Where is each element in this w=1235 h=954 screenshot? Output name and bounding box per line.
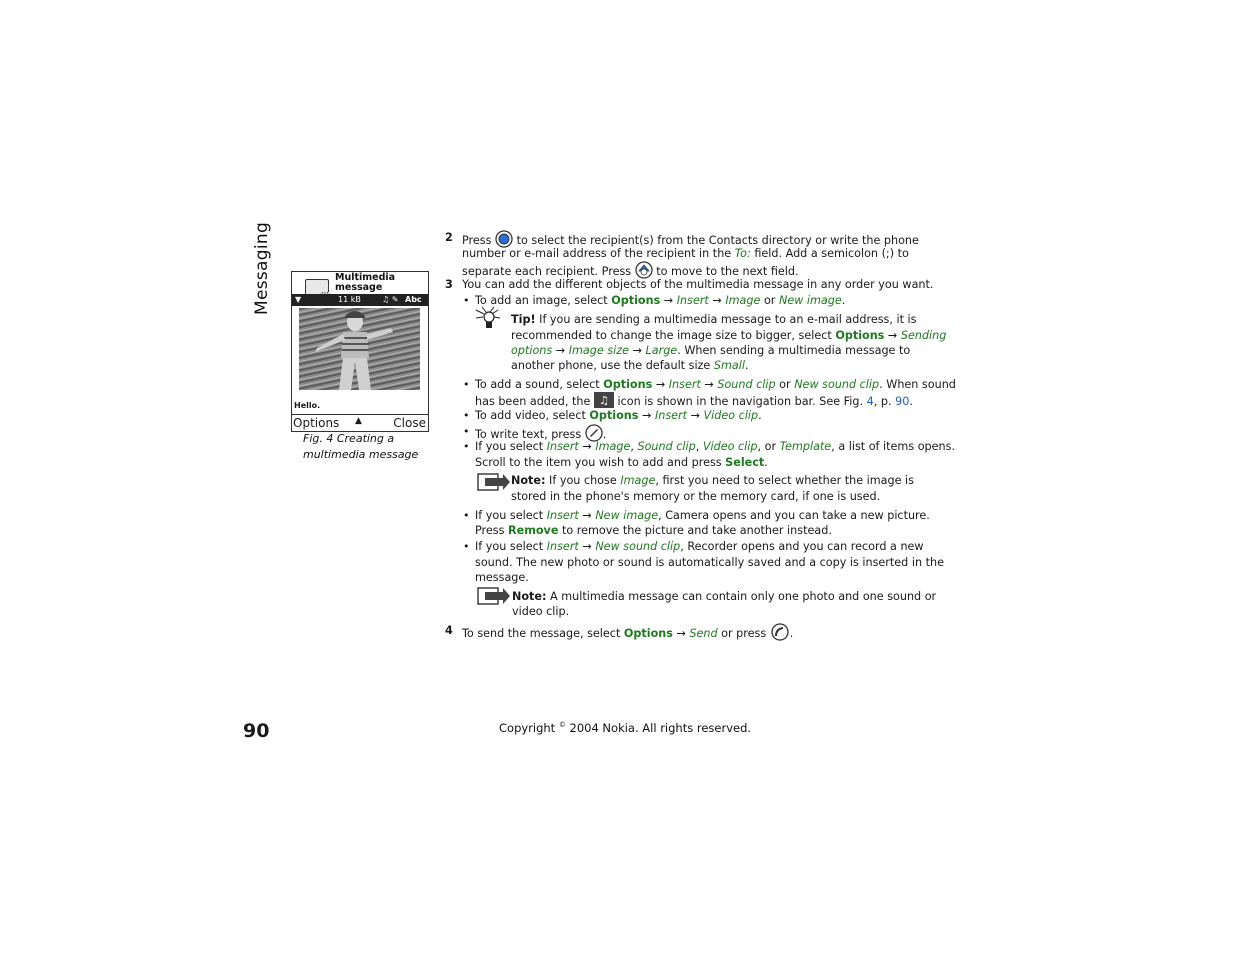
- tip-line3: options → Image size → Large. When sending a multimedia message to: [511, 344, 911, 357]
- figure-link[interactable]: 4: [866, 395, 874, 408]
- step-number: 4: [445, 624, 453, 637]
- add-sound-line1: To add a sound, select Options → Insert → Sound clip or New sound clip. When sound: [475, 378, 956, 391]
- phone-status-bar: [292, 294, 428, 306]
- phone-title: Multimedia message: [335, 272, 396, 293]
- add-sound-line2: has been added, the ♫ icon is shown in the navigation bar. See Fig. 4, p. 90.: [475, 392, 913, 412]
- bullet: •: [463, 440, 470, 453]
- step-number: 2: [445, 231, 453, 244]
- message-size: 11 kB: [338, 295, 361, 304]
- bullet: •: [463, 294, 470, 307]
- page-number: 90: [243, 720, 270, 742]
- note-icon: [477, 473, 511, 491]
- note1-line1: Note: If you chose Image, first you need to select whether the image is: [511, 474, 914, 487]
- note1-line2: stored in the phone's memory or the memory card, if one is used.: [511, 490, 881, 503]
- note2-line1: Note: A multimedia message can contain only one photo and one sound or: [512, 590, 937, 603]
- tip-line4: another phone, use the default size Small.: [511, 359, 749, 372]
- phone-header: [292, 272, 428, 294]
- tip-line1: Tip! If you are sending a multimedia message to an e-mail address, it is: [511, 313, 917, 326]
- tip-bulb-icon: [474, 306, 506, 330]
- message-photo: [299, 308, 420, 390]
- bullet: •: [463, 509, 470, 522]
- text-mode: Abc: [405, 295, 422, 304]
- add-video-line: To add video, select Options → Insert → Video clip.: [475, 409, 762, 422]
- new-sound-line1: If you select Insert → New sound clip, Recorder opens and you can record a new: [475, 540, 924, 553]
- call-key-icon: [770, 623, 790, 645]
- signal-icon: ▼: [295, 295, 302, 304]
- bullet: •: [463, 425, 470, 438]
- svg-text:♫: ♫: [599, 394, 609, 407]
- scroll-indicator-icon: ▲: [355, 416, 362, 426]
- select-line1: If you select Insert → Image, Sound clip, Video clip, or Template, a list of items opens.: [475, 440, 956, 453]
- step3-line1: You can add the different objects of the multimedia message in any order you want.: [462, 278, 934, 291]
- step2-line3: separate each recipient. Press to move to the next field.: [462, 261, 799, 283]
- message-text: Hello.: [294, 401, 321, 410]
- new-image-line1: If you select Insert → New image, Camera opens and you can take a new picture.: [475, 509, 930, 522]
- new-image-line2: Press Remove to remove the picture and take another instead.: [475, 524, 832, 537]
- bullet: •: [463, 540, 470, 553]
- phone-screen: [291, 271, 429, 432]
- note-icon: [477, 587, 511, 605]
- bullet: •: [463, 409, 470, 422]
- figure-caption: Fig. 4 Creating a multimedia message: [303, 432, 419, 461]
- step-number: 3: [445, 278, 453, 291]
- softkey-options[interactable]: Options: [293, 416, 340, 430]
- step2-line2: number or e-mail address of the recipient in the To: field. Add a semicolon (;) to: [462, 247, 909, 260]
- bullet: •: [463, 378, 470, 391]
- softkey-close[interactable]: Close: [393, 416, 426, 430]
- new-sound-line2: sound. The new photo or sound is automatically saved and a copy is inserted in the: [475, 556, 944, 569]
- section-title: Messaging: [252, 221, 272, 315]
- note2-line2: video clip.: [512, 605, 570, 618]
- add-image-line: To add an image, select Options → Insert → Image or New image.: [475, 294, 846, 307]
- select-line2: Scroll to the item you wish to add and press Select.: [475, 456, 768, 469]
- tip-line2: recommended to change the image size to bigger, select Options → Sending: [511, 329, 947, 342]
- phone-softkeys: [292, 414, 428, 432]
- write-text-line: To write text, press .: [475, 424, 606, 446]
- sound-pen-icons: ♫ ✎: [382, 295, 399, 304]
- copyright: Copyright © 2004 Nokia. All rights reserved.: [499, 721, 752, 735]
- step4-line: To send the message, select Options → Send or press .: [462, 623, 793, 645]
- page-link[interactable]: 90: [895, 395, 910, 408]
- step2-line1: Press to select the recipient(s) from the Contacts directory or write the phone: [462, 230, 919, 252]
- new-sound-line3: message.: [475, 571, 529, 584]
